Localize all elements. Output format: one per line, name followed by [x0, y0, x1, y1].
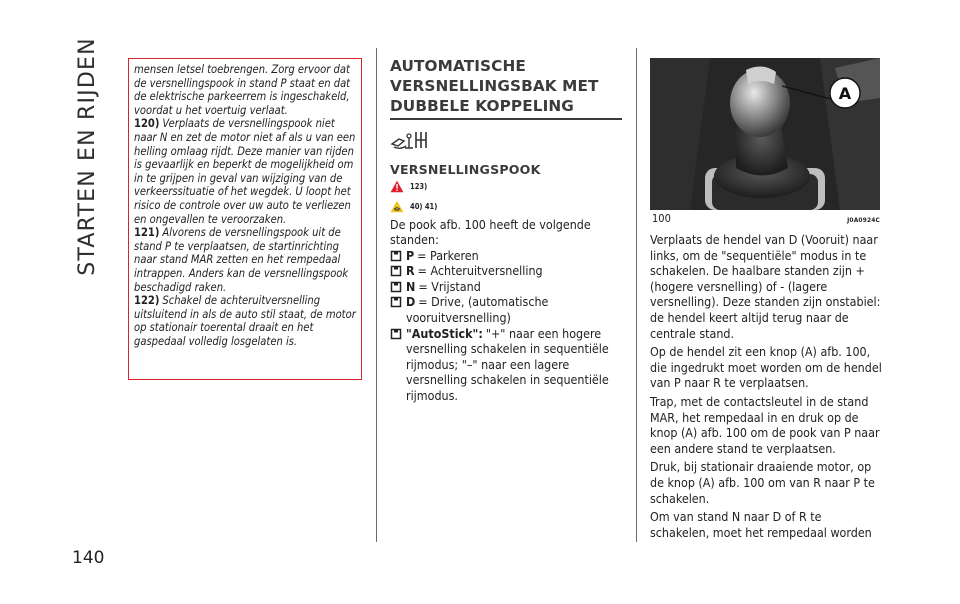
- paragraph: Druk, bij stationair draaiende motor, op de knop (A) afb. 100 om van R naar P te schakelen.: [650, 459, 875, 506]
- warning-item: 122) Schakel de achteruitversnelling uitsluitend in als de auto stil staat, de motor op stationair toerental draait en het gaspedaal volledig losgelaten is.: [134, 294, 356, 348]
- warning-lead: mensen letsel toebrengen. Zorg ervoor dat de versnellingspook in stand P staat en dat de elektrische parkeerrem is ingeschakeld, voordat u het voertuig verlaat.: [134, 63, 351, 117]
- column-divider-2: [636, 48, 637, 542]
- subheading: VERSNELLINGSPOOK: [390, 161, 541, 177]
- gear-item: N = Vrijstand: [390, 279, 622, 295]
- gearbox-pictogram-icon: [390, 128, 430, 152]
- page-number: 140: [72, 548, 105, 568]
- gear-lever-icon: [390, 281, 402, 293]
- column-divider-1: [376, 48, 377, 542]
- warning-box: [128, 58, 362, 380]
- note-reference: 40) 41): [390, 197, 622, 217]
- section-column: [390, 56, 622, 404]
- heading-underline: [390, 118, 622, 120]
- text-column: [650, 232, 884, 543]
- paragraph: Trap, met de contactsleutel in de stand MAR, het rempedaal in en druk op de knop (A) afb. 100 om de pook van P naar een andere stand te verplaatsen.: [650, 393, 880, 456]
- gear-lever-illustration: [650, 58, 880, 210]
- warning-triangle-icon: [390, 180, 404, 193]
- gear-lever-icon: [390, 250, 402, 262]
- chapter-title: STARTEN EN RIJDEN: [74, 36, 100, 276]
- callout-label-a: A: [838, 84, 852, 103]
- warning-reference: 123): [390, 177, 622, 197]
- gear-lever-icon: [390, 328, 402, 340]
- section-heading: AUTOMATISCHE VERSNELLINGSBAK MET DUBBELE KOPPELING: [390, 57, 599, 115]
- gear-item: R = Achteruitversnelling: [390, 263, 622, 279]
- intro-text: De pook afb. 100 heeft de volgende standen:: [390, 216, 591, 248]
- gear-lever-icon: [390, 265, 402, 277]
- figure-caption: [652, 212, 880, 225]
- warning-item: 120) Verplaats de versnellingspook niet naar N en zet de motor niet af als u van een helling omlaag rijdt. Deze manier van rijden is gevaarlijk en beperkt de mogelijkheid om in te grijpen in geval van wijziging van de verkeerssituatie of het wegdek. U loopt het risico de controle over uw auto te verliezen en ongevallen te veroorzaken.: [134, 117, 356, 226]
- paragraph: Op de hendel zit een knop (A) afb. 100, die ingedrukt moet worden om de hendel van P naar R te verplaatsen.: [650, 344, 882, 391]
- figure-code: J0A0924C: [847, 216, 880, 224]
- gear-item: D = Drive, (automatische vooruitversnelling): [390, 294, 622, 325]
- gear-lever-icon: [390, 296, 402, 308]
- paragraph: Om van stand N naar D of R te schakelen, moet het rempedaal worden: [650, 509, 872, 540]
- gear-item: "AutoStick": "+" naar een hogere versnelling schakelen in sequentiële rijmodus; "–" naar een lagere versnelling schakelen in sequentiële rijmodus.: [390, 326, 622, 404]
- figure-number: 100: [652, 212, 671, 225]
- caution-triangle-icon: [390, 200, 404, 213]
- warning-item: 121) Alvorens de versnellingspook uit de stand P te verplaatsen, de startinrichting naar stand MAR zetten en het rempedaal intrappen. Anders kan de versnellingspook beschadigd raken.: [134, 226, 349, 294]
- gear-item: P = Parkeren: [390, 248, 622, 264]
- gear-positions: [390, 217, 622, 404]
- gear-lever-photo: [650, 58, 880, 210]
- paragraph: Verplaats de hendel van D (Vooruit) naar links, om de "sequentiële" modus in te schakelen. De haalbare standen zijn + (hogere versnelling) of - (lagere versnelling). Deze standen zijn onstabiel: de hendel keert altijd terug naar de centrale stand.: [650, 232, 881, 341]
